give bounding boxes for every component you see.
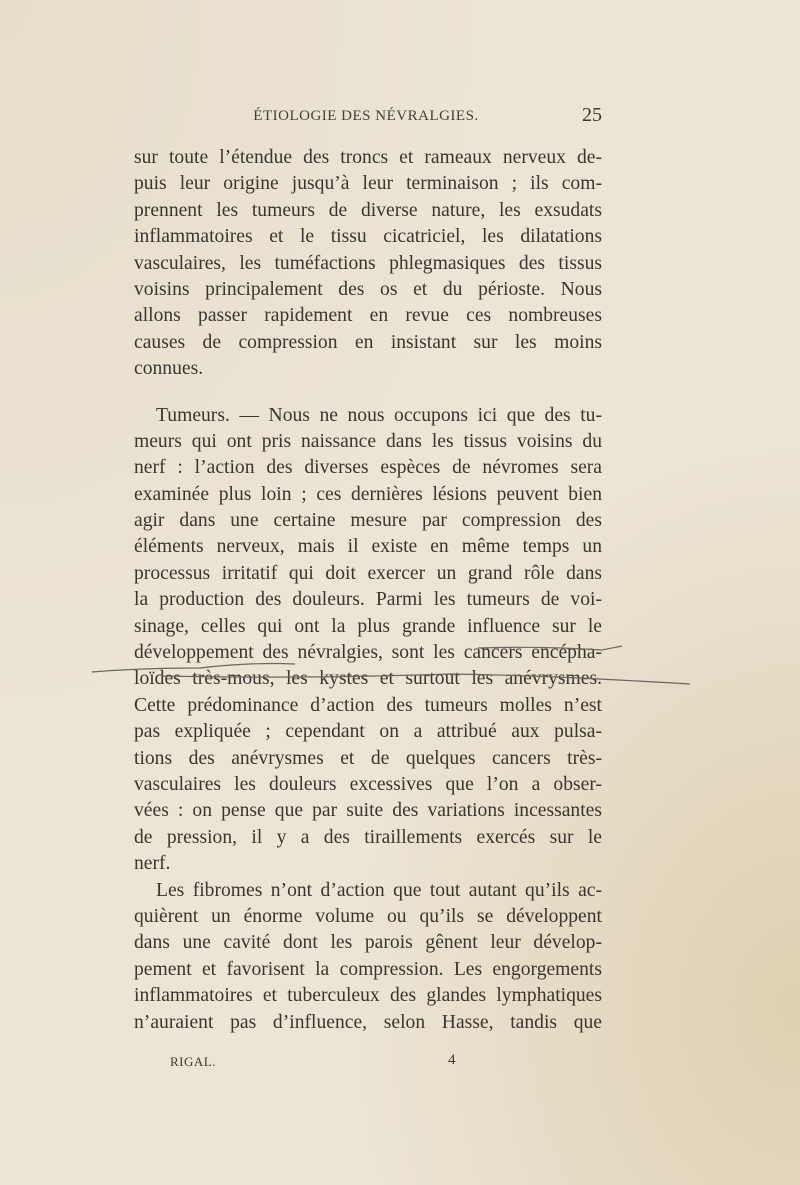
text-line: prennent les tumeurs de diverse nature, les exsudats bbox=[134, 199, 602, 221]
text-line: vasculaires, les tuméfactions phlegmasiques des tissus bbox=[134, 252, 602, 274]
text-line: pas expliquée ; cependant on a attribué aux pulsa- bbox=[134, 721, 602, 743]
body-text bbox=[134, 145, 602, 1036]
text-line: inflammatoires et le tissu cicatriciel, les dilatations bbox=[134, 226, 602, 248]
text-line: puis leur origine jusqu’à leur terminaison ; ils com- bbox=[134, 173, 602, 195]
text-line: loïdes très-mous, les kystes et surtout les anévrysmes. bbox=[134, 668, 602, 690]
text-line: de pression, il y a des tiraillements exercés sur le bbox=[134, 826, 602, 848]
text-line: inflammatoires et tuberculeux des glandes lymphatiques bbox=[134, 985, 602, 1007]
signature-mark: RIGAL. bbox=[170, 1054, 216, 1069]
text-line: processus irritatif qui doit exercer un grand rôle dans bbox=[134, 562, 602, 584]
text-line: n’auraient pas d’influence, selon Hasse, tandis que bbox=[134, 1011, 602, 1033]
text-line: voisins principalement des os et du périoste. Nous bbox=[134, 278, 602, 300]
text-line: vasculaires les douleurs excessives que l’on a obser- bbox=[134, 773, 602, 795]
text-line: vées : on pense que par suite des variations incessantes bbox=[134, 800, 602, 822]
text-line: éléments nerveux, mais il existe en même temps un bbox=[134, 536, 602, 558]
page-footer bbox=[170, 1054, 570, 1074]
paragraph bbox=[134, 145, 602, 383]
text-line: quièrent un énorme volume ou qu’ils se développent bbox=[134, 905, 602, 927]
paragraph bbox=[134, 403, 602, 878]
text-line: dans une cavité dont les parois gênent leur dévelop- bbox=[134, 932, 602, 954]
text-line: Tumeurs. — Nous ne nous occupons ici que des tu- bbox=[156, 404, 602, 426]
page-number: 25 bbox=[582, 104, 602, 126]
text-line: nerf. bbox=[134, 853, 171, 875]
text-line: Les fibromes n’ont d’action que tout autant qu’ils ac- bbox=[156, 879, 602, 901]
text-line: nerf : l’action des diverses espèces de névromes sera bbox=[134, 457, 602, 479]
running-head bbox=[130, 104, 602, 134]
paragraph-gap bbox=[134, 383, 602, 403]
text-line: allons passer rapidement en revue ces nombreuses bbox=[134, 305, 602, 327]
text-line: examinée plus loin ; ces dernières lésions peuvent bien bbox=[134, 483, 602, 505]
text-line: pement et favorisent la compression. Les engorgements bbox=[134, 958, 602, 980]
running-title: ÉTIOLOGIE DES NÉVRALGIES. bbox=[253, 108, 479, 124]
sheet-number: 4 bbox=[448, 1052, 456, 1068]
text-line: sinage, celles qui ont la plus grande influence sur le bbox=[134, 615, 602, 637]
text-line: sur toute l’étendue des troncs et rameaux nerveux de- bbox=[134, 147, 602, 168]
text-line: tions des anévrysmes et de quelques cancers très- bbox=[134, 747, 602, 769]
text-line: développement des névralgies, sont les cancers encépha- bbox=[134, 642, 602, 664]
paragraph bbox=[134, 878, 602, 1036]
text-line: connues. bbox=[134, 358, 204, 380]
text-line: la production des douleurs. Parmi les tumeurs de voi- bbox=[134, 589, 602, 611]
text-line: causes de compression en insistant sur les moins bbox=[134, 331, 602, 353]
text-line: Cette prédominance d’action des tumeurs molles n’est bbox=[134, 694, 602, 716]
text-line: meurs qui ont pris naissance dans les tissus voisins du bbox=[134, 430, 602, 452]
text-line: agir dans une certaine mesure par compression des bbox=[134, 510, 602, 532]
